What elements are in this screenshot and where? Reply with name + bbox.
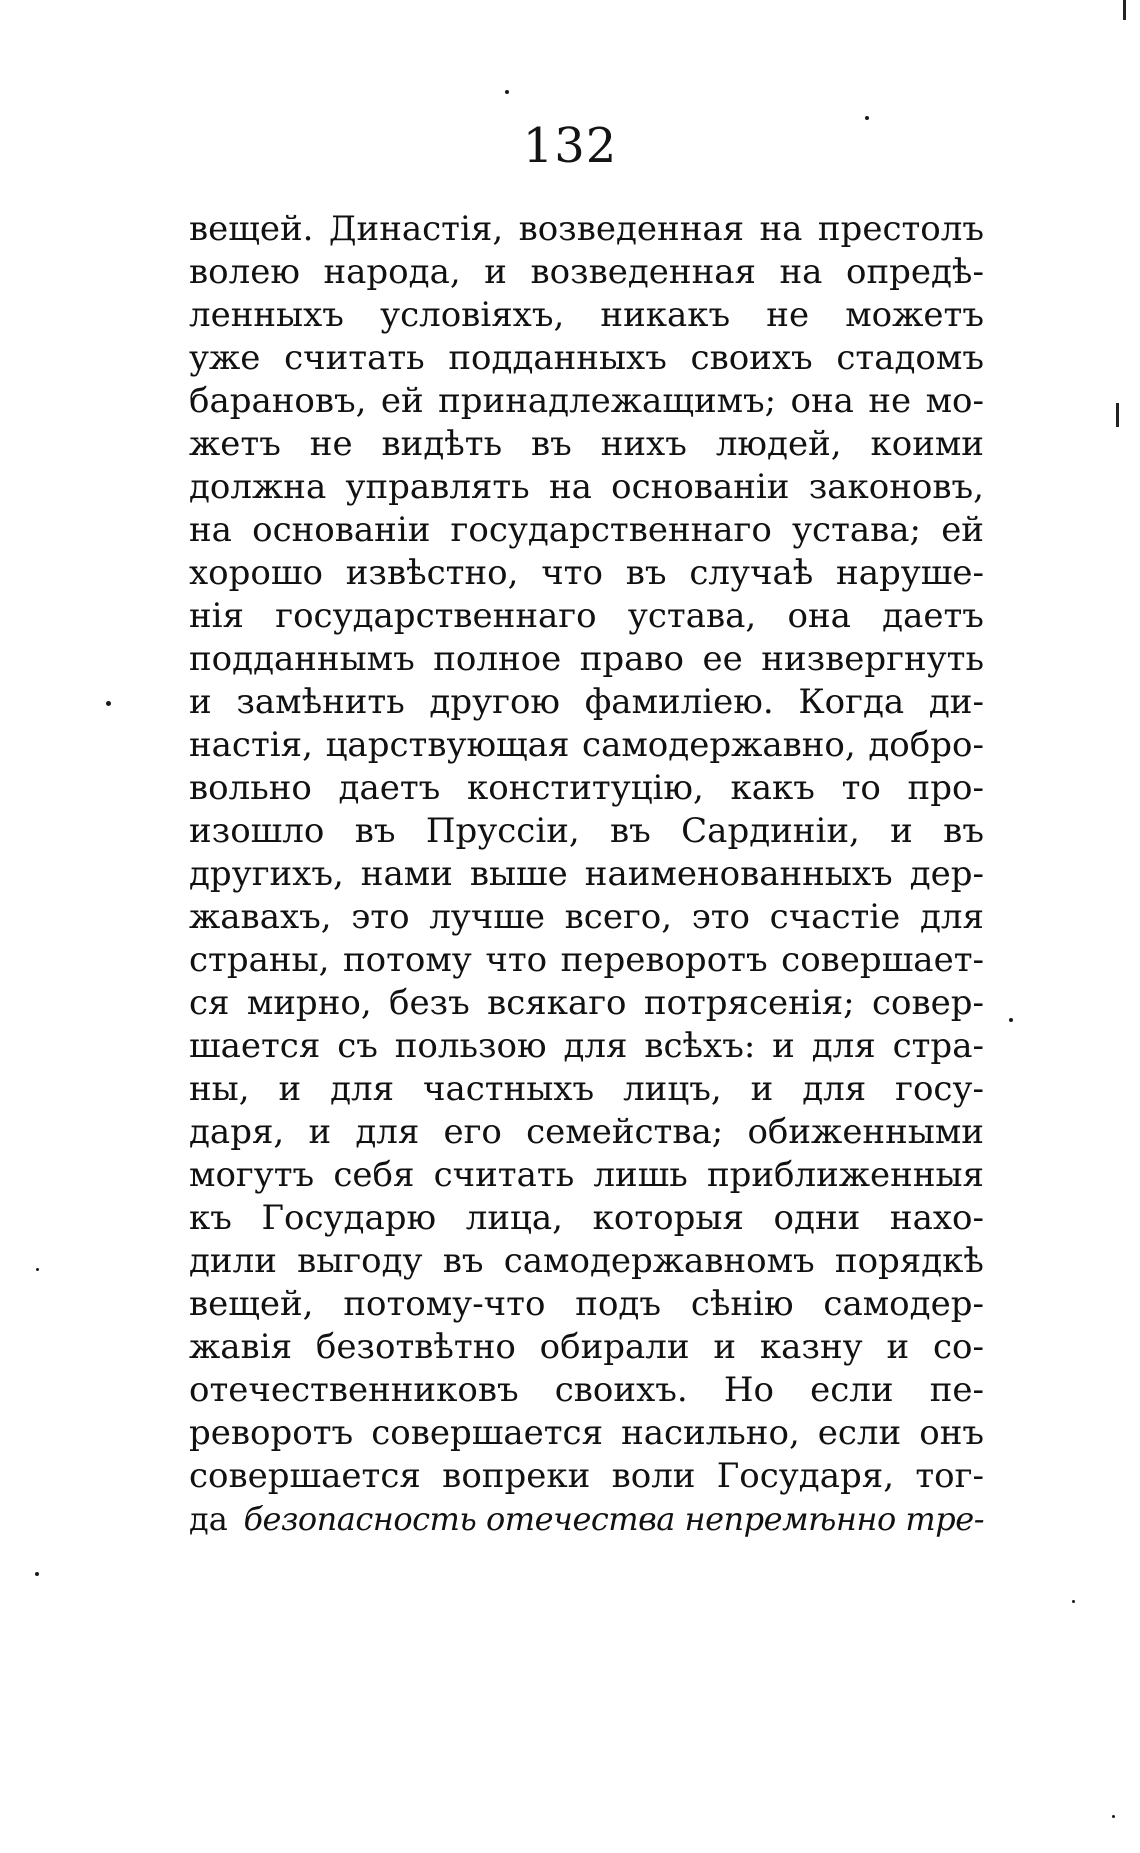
word: реворотъ <box>189 1413 354 1453</box>
word: вопреки <box>442 1456 591 1496</box>
word: стадомъ <box>836 338 984 378</box>
word: и <box>308 1112 332 1152</box>
word: воли <box>611 1456 696 1496</box>
word: про- <box>907 768 984 808</box>
word: онъ <box>919 1413 984 1453</box>
word: она <box>787 596 851 636</box>
word: нами <box>360 854 453 894</box>
word: насильно, <box>621 1413 800 1453</box>
word: уже <box>189 338 261 378</box>
word: его <box>443 1112 502 1152</box>
text-line <box>189 767 984 810</box>
word: и <box>278 1069 302 1109</box>
word: своихъ <box>690 338 813 378</box>
word: въ <box>610 811 651 851</box>
text-line <box>189 294 984 337</box>
word: жетъ <box>189 424 281 464</box>
word: законовъ, <box>808 467 984 507</box>
word: государственнаго <box>275 596 597 636</box>
word: полное <box>433 639 562 679</box>
word: низвергнуть <box>761 639 984 679</box>
word: другихъ, <box>189 854 344 894</box>
word: это <box>691 897 751 937</box>
word: въ <box>354 811 396 851</box>
scan-speck <box>1072 1600 1075 1603</box>
word: частныхъ <box>423 1069 595 1109</box>
word: на <box>189 510 232 550</box>
word: барановъ, <box>189 381 367 421</box>
word: извѣстно, <box>345 553 519 593</box>
word: пользою <box>394 1026 547 1066</box>
body-text <box>189 208 984 1498</box>
word: возведенная <box>530 252 756 292</box>
scan-speck <box>35 1572 39 1576</box>
word: въ <box>625 553 667 593</box>
text-line <box>189 1154 984 1197</box>
word: семейства; <box>526 1112 724 1152</box>
word: принадлежащимъ; <box>438 381 777 421</box>
text-line <box>189 1025 984 1068</box>
text-line <box>189 982 984 1025</box>
last-line-regular: да <box>189 1500 228 1538</box>
word: дили <box>189 1241 277 1281</box>
word: управлять <box>345 467 530 507</box>
word: на <box>759 209 803 249</box>
word: государственнаго <box>450 510 772 550</box>
word: совершает- <box>781 940 984 980</box>
word: дер- <box>909 854 984 894</box>
word: подданнымъ <box>189 639 415 679</box>
word: и <box>484 252 507 292</box>
word: для <box>355 1112 420 1152</box>
text-line <box>189 1111 984 1154</box>
word: Когда <box>798 682 905 722</box>
word: устава; <box>792 510 922 550</box>
word: въ <box>531 424 572 464</box>
word: и <box>890 811 913 851</box>
word: и <box>750 1069 774 1109</box>
word: отечественниковъ <box>189 1370 519 1410</box>
word: опредѣ- <box>845 252 984 292</box>
word: видѣть <box>381 424 503 464</box>
text-line <box>189 509 984 552</box>
text-line <box>189 1283 984 1326</box>
word: безъ <box>388 983 470 1023</box>
word: подданныхъ <box>448 338 667 378</box>
word: съ <box>337 1026 378 1066</box>
word: основаніи <box>611 467 790 507</box>
word: она <box>790 381 854 421</box>
word: ей <box>941 510 984 550</box>
word: въ <box>943 811 984 851</box>
word: для <box>563 1026 628 1066</box>
word: своихъ. <box>554 1370 688 1410</box>
word: ны, <box>189 1069 250 1109</box>
word: страны, <box>189 940 330 980</box>
word: одни <box>773 1198 861 1238</box>
word: и <box>189 682 212 722</box>
word: право <box>579 639 685 679</box>
word: престолъ <box>817 209 984 249</box>
scan-mark <box>1123 0 1126 20</box>
word: для <box>811 1026 876 1066</box>
scan-speck <box>36 1268 39 1271</box>
word: считать <box>284 338 425 378</box>
word: совер- <box>871 983 984 1023</box>
word: мирно, <box>246 983 372 1023</box>
text-line <box>189 595 984 638</box>
word: Государю <box>261 1198 437 1238</box>
word: лица, <box>465 1198 563 1238</box>
word: конституцію, <box>466 768 704 808</box>
word: лишь <box>593 1155 688 1195</box>
word: совершается <box>189 1456 421 1496</box>
word: народа, <box>323 252 461 292</box>
text-line <box>189 1068 984 1111</box>
scan-speck <box>1112 1815 1115 1818</box>
text-line <box>189 251 984 294</box>
word: потому-что <box>343 1284 546 1324</box>
text-line-last <box>189 1498 984 1541</box>
word: для <box>802 1069 867 1109</box>
word: Пруссіи, <box>425 811 580 851</box>
word: фамиліею. <box>584 682 774 722</box>
text-line <box>189 1240 984 1283</box>
word: всякаго <box>487 983 627 1023</box>
word: Сардиніи, <box>681 811 860 851</box>
word: жавія <box>189 1327 293 1367</box>
word: коими <box>870 424 984 464</box>
word: стра- <box>892 1026 984 1066</box>
word: счастіе <box>769 897 901 937</box>
text-line <box>189 681 984 724</box>
word: ди- <box>928 682 984 722</box>
word: порядкѣ <box>834 1241 984 1281</box>
text-line <box>189 423 984 466</box>
word: настія, <box>189 725 313 765</box>
word: наименованныхъ <box>584 854 893 894</box>
word: потому <box>342 940 472 980</box>
word: подъ <box>575 1284 661 1324</box>
text-line <box>189 1197 984 1240</box>
word: пе- <box>929 1370 984 1410</box>
word: нахо- <box>889 1198 984 1238</box>
word: для <box>919 897 984 937</box>
scan-speck <box>1009 1018 1013 1022</box>
word: самодержавно, <box>582 725 856 765</box>
word: условіяхъ, <box>380 295 565 335</box>
word: вещей, <box>189 1284 314 1324</box>
scan-speck <box>865 116 869 120</box>
word: всего, <box>564 897 673 937</box>
word: не <box>766 295 810 335</box>
word: ленныхъ <box>189 295 344 335</box>
word: всѣхъ: <box>644 1026 756 1066</box>
word: случаѣ <box>689 553 814 593</box>
word: жавахъ, <box>189 897 332 937</box>
word: на <box>779 252 823 292</box>
word: потрясенія; <box>643 983 855 1023</box>
word: если <box>810 1370 894 1410</box>
word: въ <box>442 1241 484 1281</box>
text-line <box>189 380 984 423</box>
word: обиженными <box>747 1112 984 1152</box>
word: что <box>541 553 603 593</box>
word: можетъ <box>845 295 984 335</box>
word: добро- <box>868 725 984 765</box>
word: нихъ <box>600 424 687 464</box>
scan-speck <box>106 701 111 706</box>
word: приближенныя <box>706 1155 984 1195</box>
word: не <box>309 424 353 464</box>
word: волею <box>189 252 300 292</box>
word: хорошо <box>189 553 323 593</box>
word: выгоду <box>297 1241 423 1281</box>
text-line <box>189 853 984 896</box>
word: мо- <box>925 381 984 421</box>
word: и <box>772 1026 795 1066</box>
word: замѣнить <box>236 682 405 722</box>
word: Династія, <box>328 209 504 249</box>
word: вольно <box>189 768 312 808</box>
word: самодер- <box>823 1284 984 1324</box>
word: и <box>886 1327 910 1367</box>
text-line <box>189 939 984 982</box>
text-line <box>189 466 984 509</box>
word: казну <box>759 1327 863 1367</box>
word: безотвѣтно <box>315 1327 516 1367</box>
word: лицъ, <box>623 1069 722 1109</box>
word: должна <box>189 467 327 507</box>
word: ей <box>380 381 424 421</box>
word: даетъ <box>882 596 984 636</box>
word: могутъ <box>189 1155 315 1195</box>
page-number: 132 <box>522 118 618 174</box>
word: никакъ <box>600 295 731 335</box>
word: не <box>868 381 912 421</box>
word: обирали <box>539 1327 690 1367</box>
word: на <box>548 467 592 507</box>
text-line <box>189 810 984 853</box>
word: себя <box>333 1155 415 1195</box>
word: для <box>330 1069 395 1109</box>
text-line <box>189 1326 984 1369</box>
word: то <box>841 768 881 808</box>
word: тог- <box>915 1456 984 1496</box>
text-line <box>189 337 984 380</box>
word: это <box>351 897 410 937</box>
text-line <box>189 1412 984 1455</box>
text-line <box>189 552 984 595</box>
word: переворотъ <box>560 940 768 980</box>
scan-speck <box>505 90 509 94</box>
word: наруше- <box>836 553 984 593</box>
word: даетъ <box>338 768 441 808</box>
word: лучше <box>429 897 545 937</box>
text-line <box>189 208 984 251</box>
text-line <box>189 1455 984 1498</box>
word: сѣнію <box>690 1284 794 1324</box>
word: совершается <box>371 1413 604 1453</box>
word: считать <box>433 1155 575 1195</box>
word: Государя, <box>716 1456 895 1496</box>
word: изошло <box>189 811 325 851</box>
word: которыя <box>592 1198 744 1238</box>
word: со- <box>932 1327 984 1367</box>
last-line-italic: безопасность отечества непремѣнно тре- <box>243 1500 984 1538</box>
text-line <box>189 638 984 681</box>
word: госу- <box>895 1069 984 1109</box>
text-line <box>189 896 984 939</box>
scan-mark <box>1116 403 1119 427</box>
word: ся <box>189 983 230 1023</box>
word: вещей. <box>189 209 314 249</box>
word: даря, <box>189 1112 285 1152</box>
word: если <box>817 1413 902 1453</box>
word: людей, <box>715 424 842 464</box>
word: самодержавномъ <box>503 1241 815 1281</box>
word: другою <box>429 682 561 722</box>
word: шается <box>189 1026 321 1066</box>
text-line <box>189 1369 984 1412</box>
word: и <box>713 1327 737 1367</box>
word: возведенная <box>518 209 745 249</box>
word: царствующая <box>325 725 570 765</box>
word: ее <box>702 639 743 679</box>
word: Но <box>723 1370 774 1410</box>
word: къ <box>189 1198 232 1238</box>
word: нія <box>189 596 244 636</box>
text-line <box>189 724 984 767</box>
word: что <box>485 940 548 980</box>
word: основаніи <box>252 510 431 550</box>
word: какъ <box>730 768 815 808</box>
word: устава, <box>627 596 757 636</box>
word: выше <box>469 854 568 894</box>
